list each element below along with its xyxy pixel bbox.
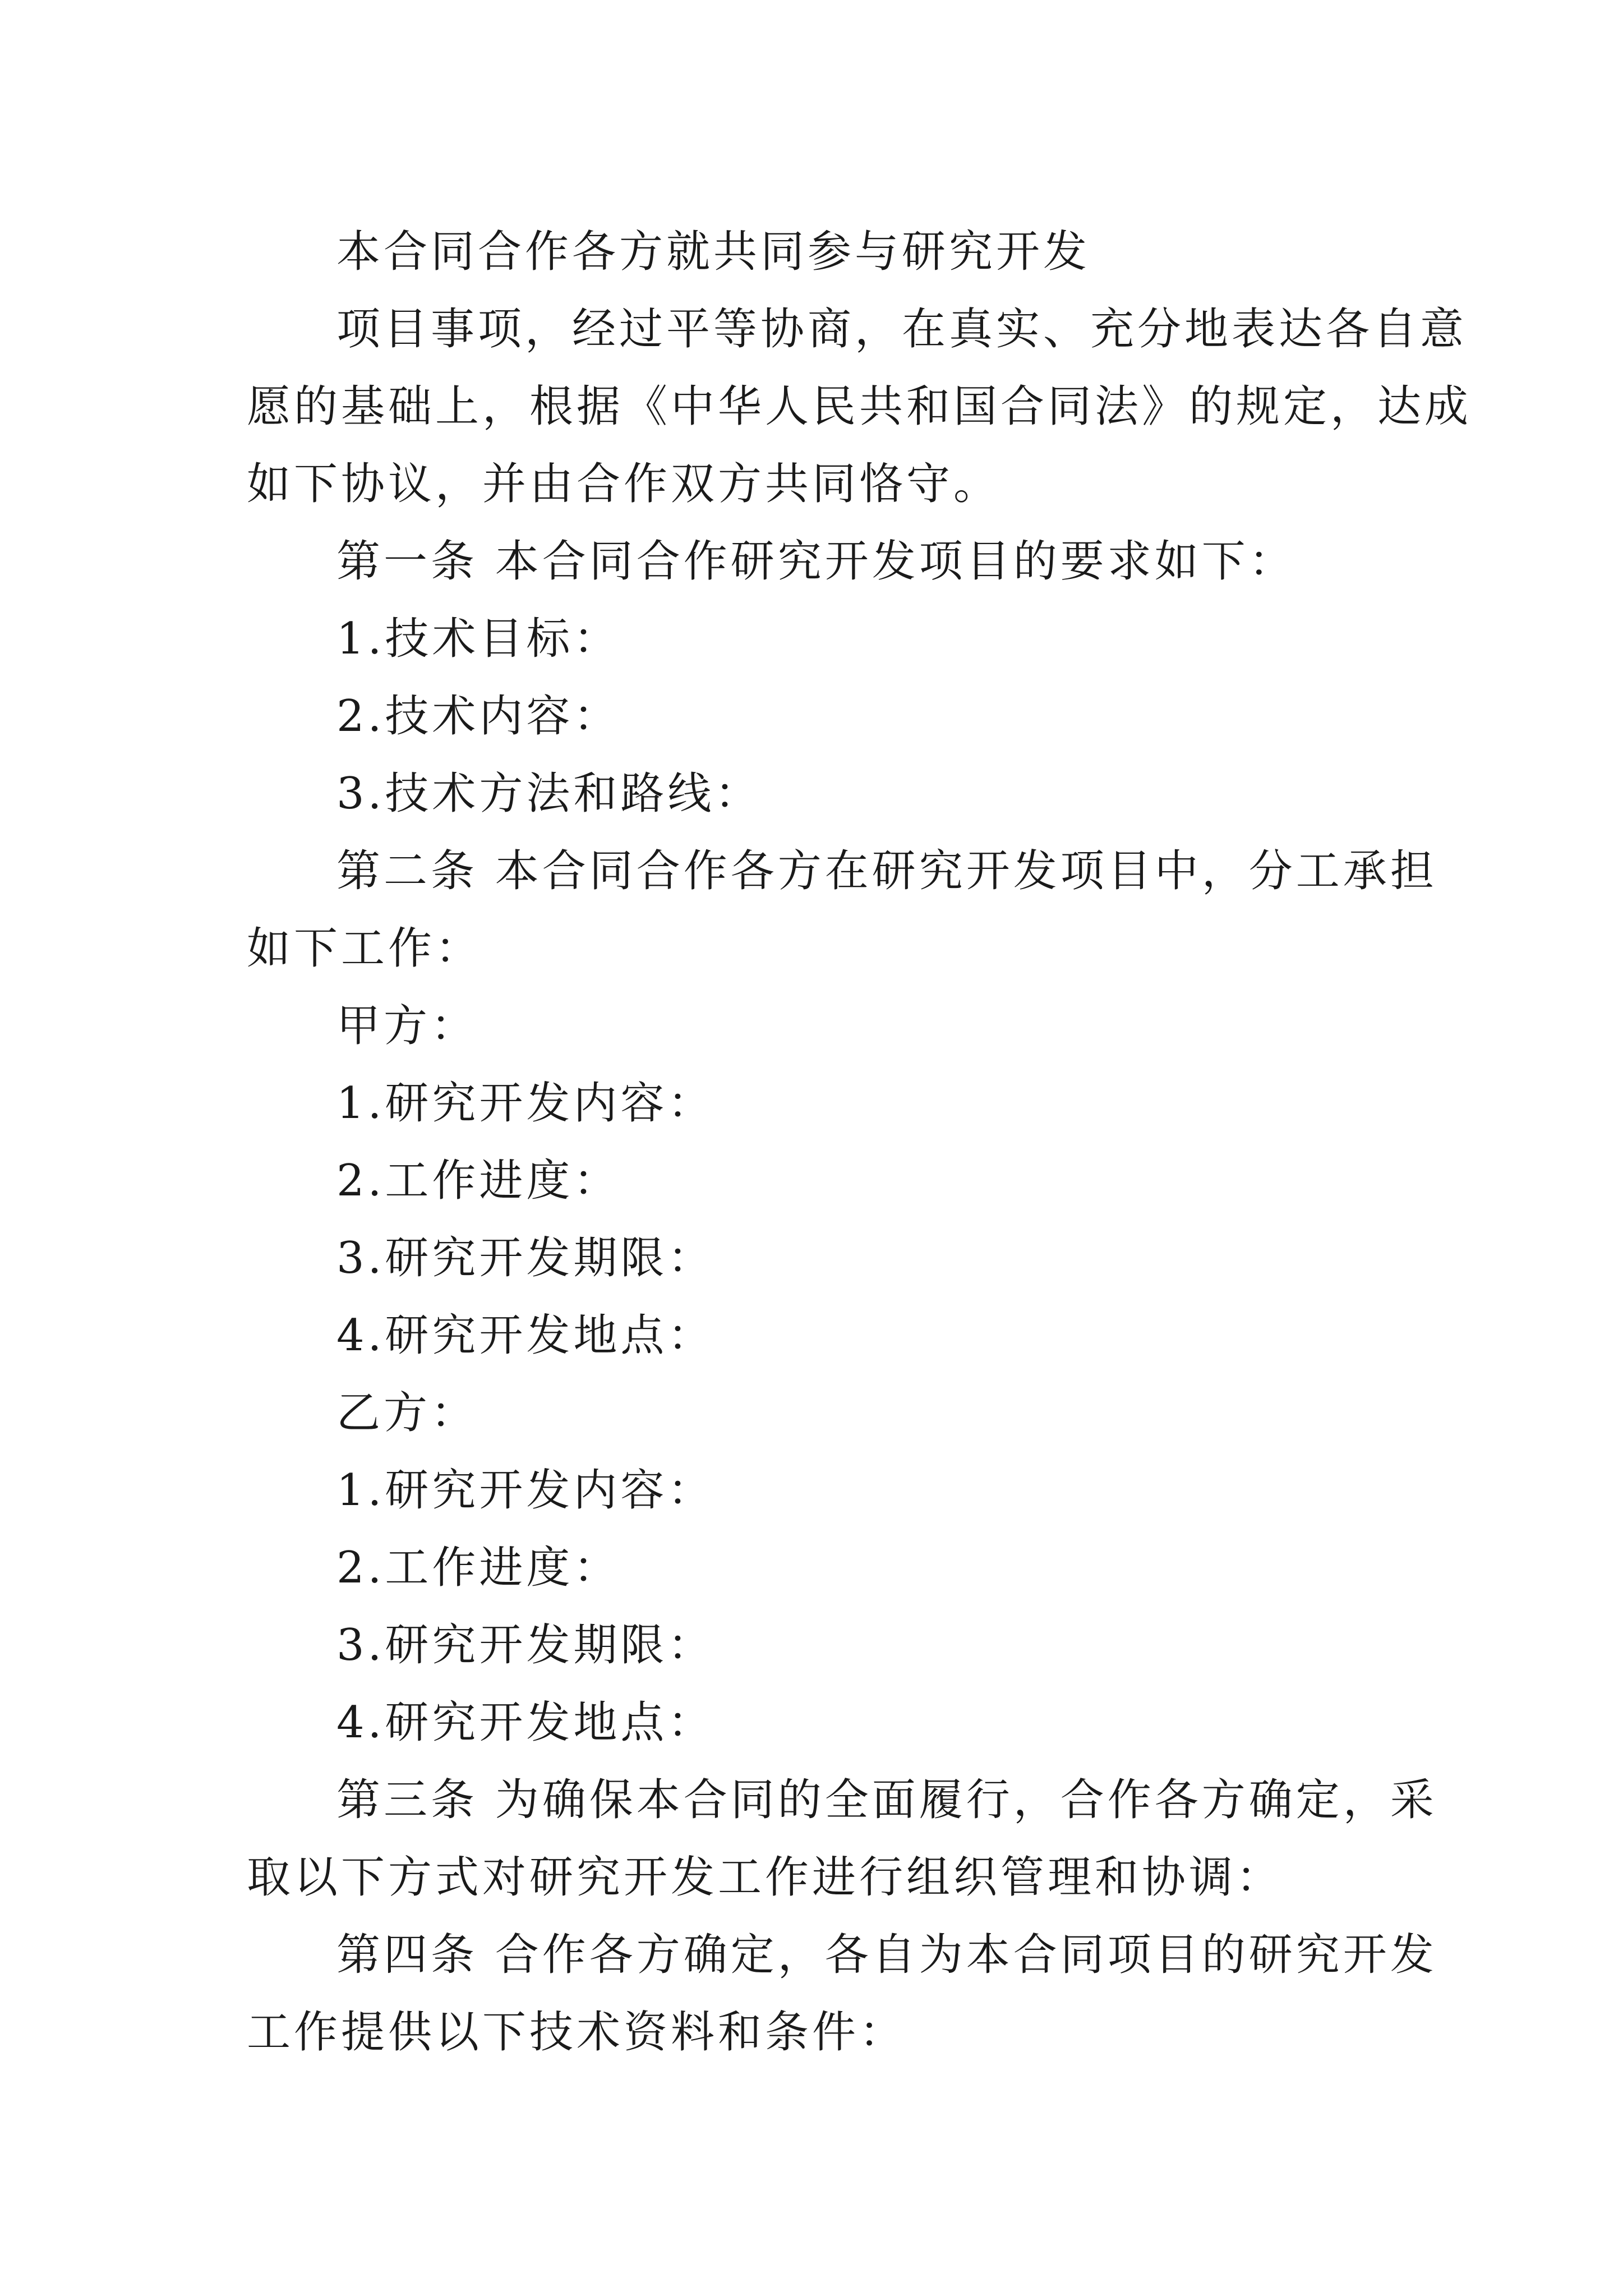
article-1-heading: 第一条 本合同合作研究开发项目的要求如下： [336,536,1296,587]
document-body [247,213,1472,2071]
article-1-item-2: 2.技术内容： [336,691,621,742]
party-b-label: 乙方： [336,1388,478,1438]
article-2-heading-cont: 如下工作： [247,923,483,974]
party-b-item-4: 4.研究开发地点： [336,1697,715,1748]
party-a-label: 甲方： [336,1001,478,1051]
party-a-item-3: 3.研究开发期限： [336,1233,715,1283]
intro-line-3: 愿的基础上，根据《中华人民共和国合同法》的规定，达成 [247,381,1472,432]
party-b-item-1: 1.研究开发内容： [336,1465,715,1516]
article-4-heading: 第四条 合作各方确定，各自为本合同项目的研究开发 [336,1930,1437,1980]
party-a-item-4: 4.研究开发地点： [336,1310,715,1361]
intro-line-2: 项目事项，经过平等协商，在真实、充分地表达各自意 [336,304,1468,355]
article-3-heading-cont: 取以下方式对研究开发工作进行组织管理和协调： [247,1852,1284,1903]
party-b-item-3: 3.研究开发期限： [336,1620,715,1671]
intro-line-4: 如下协议，并由合作双方共同恪守。 [247,459,1001,509]
article-3-heading: 第三条 为确保本合同的全面履行，合作各方确定，采 [336,1775,1437,1825]
intro-line-1: 本合同合作各方就共同参与研究开发 [336,227,1091,277]
article-2-heading: 第二条 本合同合作各方在研究开发项目中，分工承担 [336,846,1437,896]
article-4-heading-cont: 工作提供以下技术资料和条件： [247,2007,907,2058]
article-1-item-1: 1.技术目标： [336,614,621,664]
party-a-item-1: 1.研究开发内容： [336,1078,715,1129]
party-a-item-2: 2.工作进度： [336,1156,621,1206]
article-1-item-3: 3.技术方法和路线： [336,769,762,819]
party-b-item-2: 2.工作进度： [336,1543,621,1593]
